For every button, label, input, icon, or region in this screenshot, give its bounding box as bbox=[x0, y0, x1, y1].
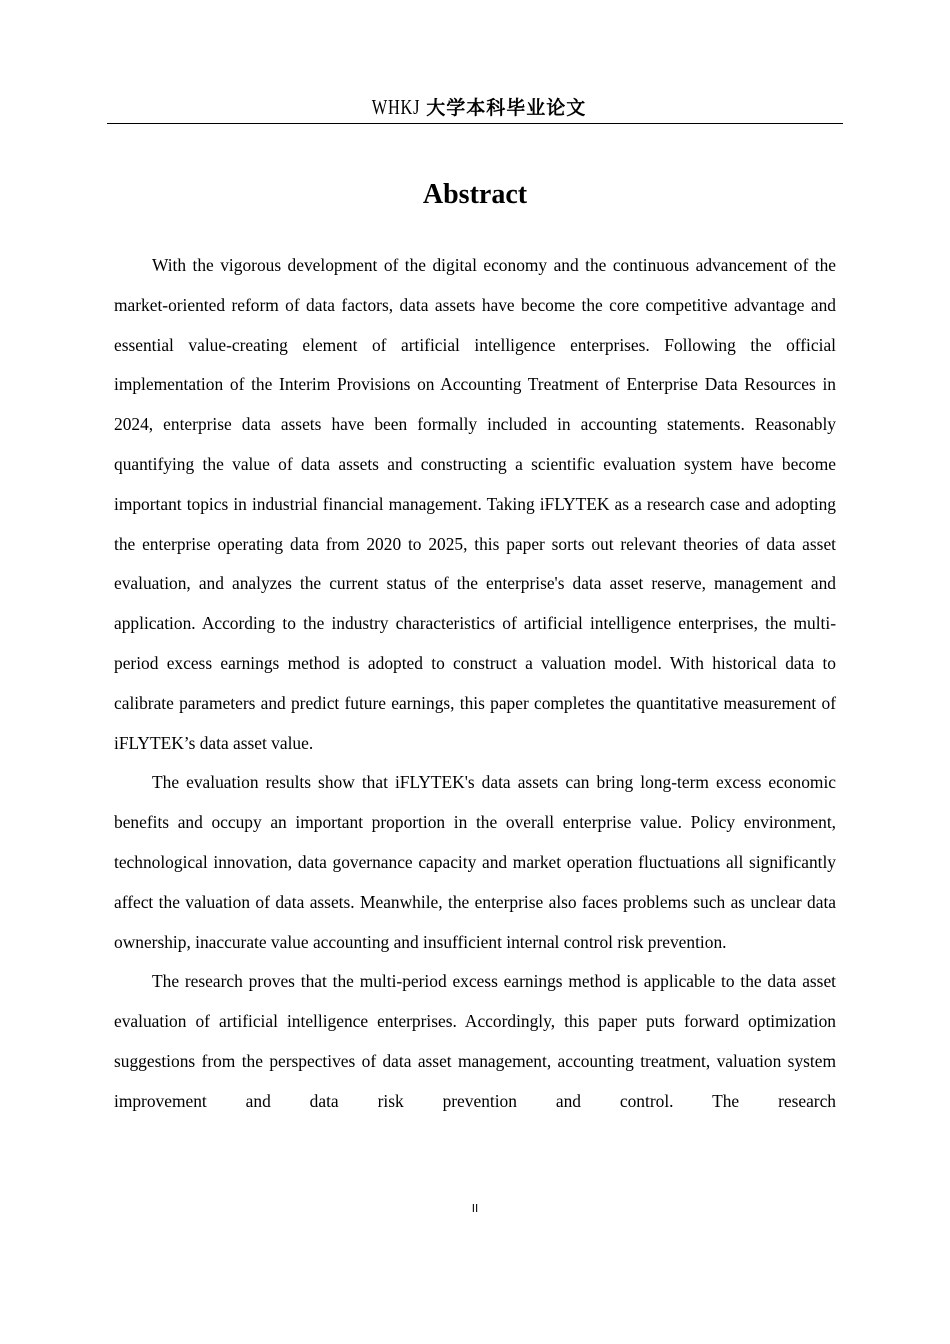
header-latin: WHKJ bbox=[371, 95, 421, 119]
paragraph-3: The research proves that the multi-period excess earnings method is applicable to the data asset evaluation of artificial intelligence enterprises. Accordingly, this paper puts forward optimization suggestions from the perspectives of data asset management, accounting treatment, valuation system improvement and data risk prevention and control. The research bbox=[114, 971, 836, 1111]
abstract-body bbox=[114, 246, 836, 1122]
page-number: II bbox=[471, 1202, 479, 1215]
header-cjk: 大学本科毕业论文 bbox=[426, 97, 587, 119]
running-header-text bbox=[364, 94, 587, 122]
running-header bbox=[107, 94, 843, 124]
paragraph-2: The evaluation results show that iFLYTEK's data assets can bring long-term excess economic benefits and occupy an important proportion in the overall enterprise value. Policy environment, technological innovation, data governance capacity and market operation fluctuations all significantly affect the valuation of data assets. Meanwhile, the enterprise also faces problems such as unclear data ownership, inaccurate value accounting and insufficient internal control risk prevention. bbox=[114, 772, 836, 952]
paragraph-1: With the vigorous development of the digital economy and the continuous advancement of the market-oriented reform of data factors, data assets have become the core competitive advantage and essential value-creating element of artificial intelligence enterprises. Following the official implementation of the Interim Provisions on Accounting Treatment of Enterprise Data Resources in 2024, enterprise data assets have been formally included in accounting statements. Reasonably quantifying the value of data assets and constructing a scientific evaluation system have become important topics in industrial financial management. Taking iFLYTEK as a research case and adopting the enterprise operating data from 2020 to 2025, this paper sorts out relevant theories of data asset evaluation, and analyzes the current status of the enterprise's data asset reserve, management and application. According to the industry characteristics of artificial intelligence enterprises, the multi-period excess earnings method is adopted to construct a valuation model. With historical data to calibrate parameters and predict future earnings, this paper completes the quantitative measurement of iFLYTEK’s data asset value. bbox=[114, 255, 836, 753]
abstract-title: Abstract bbox=[422, 179, 528, 210]
